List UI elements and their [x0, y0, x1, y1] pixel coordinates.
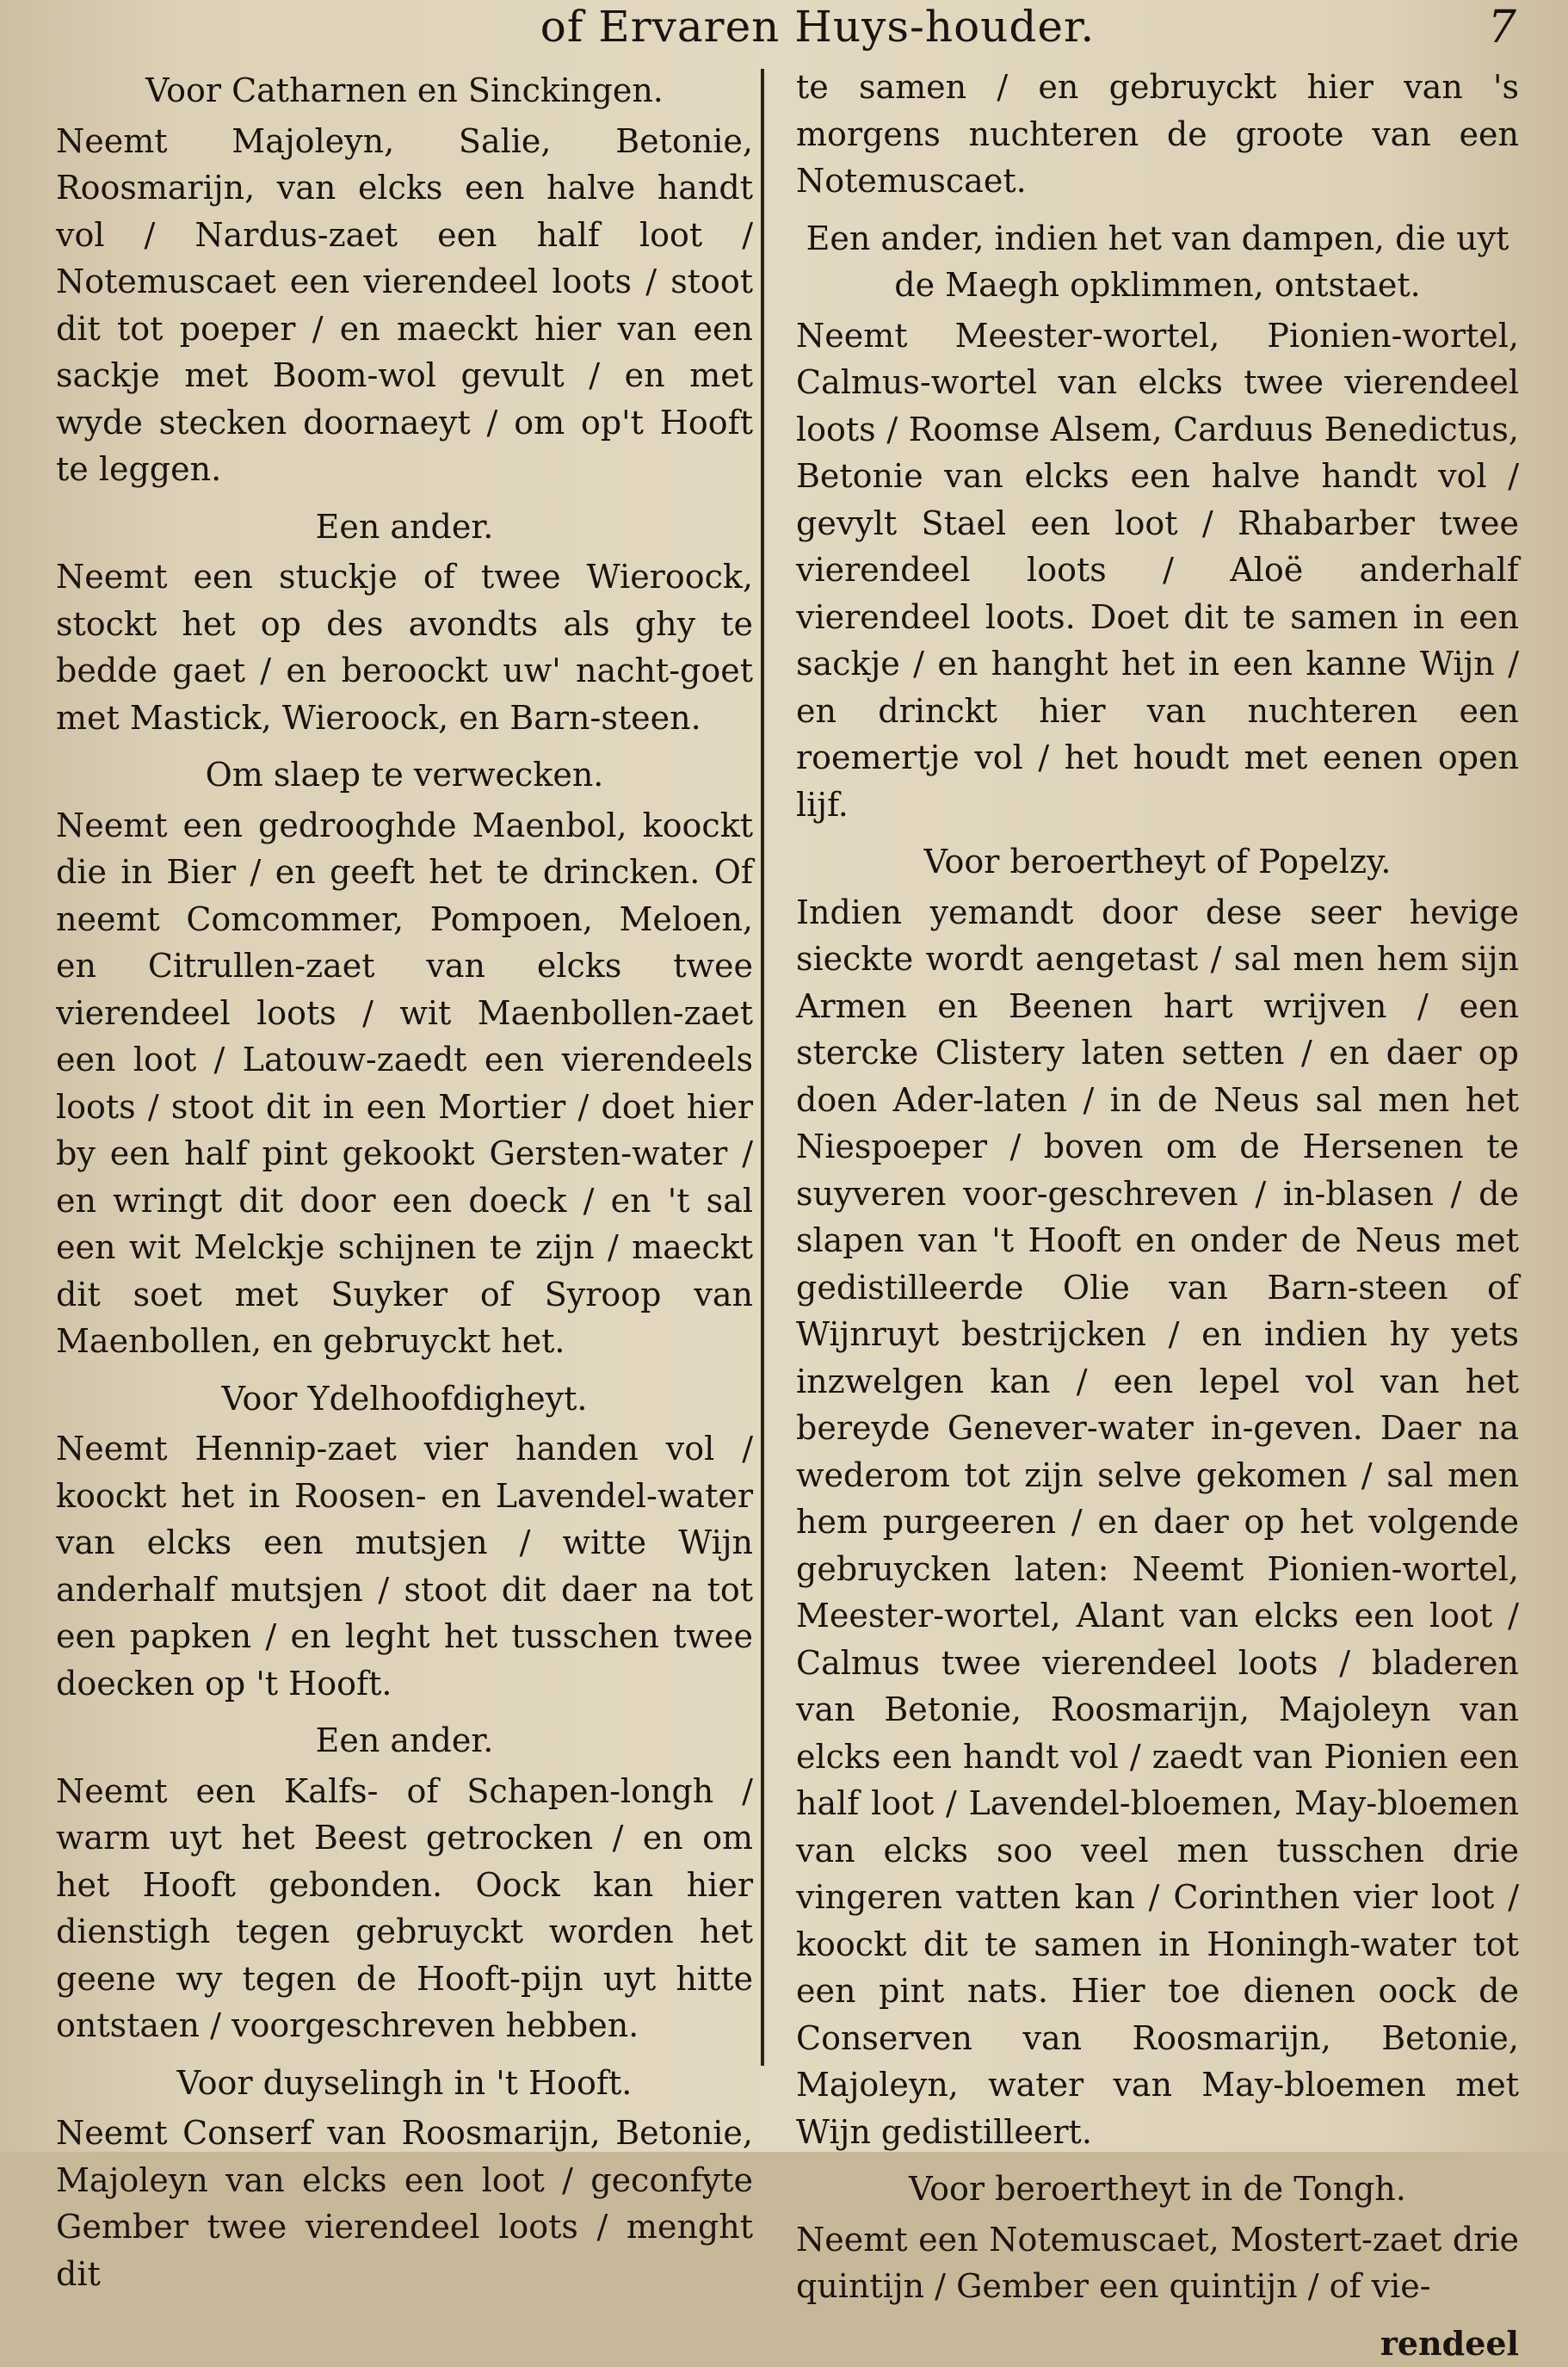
section-heading: Voor duyselingh in 't Hooft.	[56, 2060, 753, 2107]
recipe-section	[56, 2060, 753, 2298]
left-column	[56, 64, 753, 2308]
catchword: rendeel	[796, 2321, 1519, 2367]
section-heading: Voor beroertheyt in de Tongh.	[796, 2166, 1519, 2213]
recipe-section	[56, 1375, 753, 1708]
running-title: of Ervaren Huys-houder.	[516, 2, 1119, 52]
recipe-section	[796, 215, 1519, 829]
section-heading: Voor Catharnen en Sinckingen.	[56, 67, 753, 114]
recipe-text: te samen / en gebruyckt hier van 's morgens nuchteren de groote van een Notemuscaet.	[796, 64, 1519, 205]
recipe-section	[796, 64, 1519, 205]
section-heading: Een ander.	[56, 1717, 753, 1764]
recipe-section	[56, 751, 753, 1365]
recipe-text: Neemt Hennip-zaet vier handen vol / koockt het in Roosen- en Lavendel-water van elcks een mutsjen / witte Wijn anderhalf mutsjen / stoot dit daer na tot een papken / en leght het tusschen twee doecken op 't Hooft.	[56, 1425, 753, 1707]
recipe-text: Neemt een stuckje of twee Wieroock, stockt het op des avondts als ghy te bedde gaet / en beroockt uw' nacht-goet met Mastick, Wieroock, en Barn-steen.	[56, 553, 753, 741]
right-column	[796, 64, 1519, 2367]
section-heading: Voor Ydelhoofdigheyt.	[56, 1375, 753, 1423]
recipe-text: Indien yemandt door dese seer hevige sieckte wordt aengetast / sal men hem sijn Armen en Beenen hart wrijven / een stercke Clistery laten setten / en daer op doen Ader-laten / in de Neus sal men het Niespoeper / boven om de Hersenen te suyveren voor-geschreven / in-blasen / de slapen van 't Hooft en onder de Neus met gedistilleerde Olie van Barn-steen of Wijnruyt bestrijcken / en indien hy yets inzwelgen kan / een lepel vol van het bereyde Genever-water in-geven. Daer na wederom tot zijn selve gekomen / sal men hem purgeeren / en daer op het volgende gebruycken laten: Neemt Pionien-wortel, Meester-wortel, Alant van elcks een loot / Calmus twee vierendeel loots / bladeren van Betonie, Roosmarijn, Majoleyn van elcks een handt vol / zaedt van Pionien een half loot / Lavendel-bloemen, May-bloemen van elcks soo veel men tusschen drie vingeren vatten kan / Corinthen vier loot / koockt dit te samen in Honingh-water tot een pint nats. Hier toe dienen oock de Conserven van Roosmarijn, Betonie, Majoleyn, water van May-bloemen met Wijn gedistilleert.	[796, 889, 1519, 2156]
recipe-text: Neemt een gedrooghde Maenbol, koockt die in Bier / en geeft het te drincken. Of neemt Comcommer, Pompoen, Meloen, en Citrullen-zaet van elcks twee vierendeel loots / wit Maenbollen-zaet een loot / Latouw-zaedt een vierendeels loots / stoot dit in een Mortier / doet hier by een half pint gekookt Gersten-water / en wringt dit door een doeck / en 't sal een wit Melckje schijnen te zijn / maeckt dit soet met Suyker of Syroop van Maenbollen, en gebruyckt het.	[56, 802, 753, 1365]
recipe-section	[56, 67, 753, 493]
recipe-text: Neemt Conserf van Roosmarijn, Betonie, Majoleyn van elcks een loot / geconfyte Gember twee vierendeel loots / menght dit	[56, 2110, 753, 2297]
page-number: 7	[1488, 2, 1516, 53]
recipe-text: Neemt een Kalfs- of Schapen-longh / warm uyt het Beest getrocken / en om het Hooft gebonden. Oock kan hier dienstigh tegen gebruyckt worden het geene wy tegen de Hooft-pijn uyt hitte ontstaen / voorgeschreven hebben.	[56, 1768, 753, 2049]
column-divider	[761, 69, 764, 2066]
recipe-section	[56, 1717, 753, 2049]
recipe-section	[796, 838, 1519, 2155]
section-heading: Een ander.	[56, 504, 753, 551]
section-heading: Een ander, indien het van dampen, die uyt de Maegh opklimmen, ontstaet.	[796, 215, 1519, 309]
recipe-text: Neemt Meester-wortel, Pionien-wortel, Calmus-wortel van elcks twee vierendeel loots / Roomse Alsem, Carduus Benedictus, Betonie van elcks een halve handt vol / gevylt Stael een loot / Rhabarber twee vierendeel loots / Aloë anderhalf vierendeel loots. Doet dit te samen in een sackje / en hanght het in een kanne Wijn / en drinckt hier van nuchteren een roemertje vol / het houdt met eenen open lijf.	[796, 312, 1519, 829]
recipe-text: Neemt een Notemuscaet, Mostert-zaet drie quintijn / Gember een quintijn / of vie-	[796, 2216, 1519, 2310]
recipe-section	[56, 504, 753, 742]
section-heading: Voor beroertheyt of Popelzy.	[796, 838, 1519, 886]
running-head	[0, 2, 1568, 62]
recipe-section	[796, 2166, 1519, 2310]
recipe-text: Neemt Majoleyn, Salie, Betonie, Roosmarijn, van elcks een halve handt vol / Nardus-zaet een half loot / Notemuscaet een vierendeel loots / stoot dit tot poeper / en maeckt hier van een sackje met Boom-wol gevult / en met wyde stecken doornaeyt / om op't Hooft te leggen.	[56, 118, 753, 493]
section-heading: Om slaep te verwecken.	[56, 751, 753, 799]
